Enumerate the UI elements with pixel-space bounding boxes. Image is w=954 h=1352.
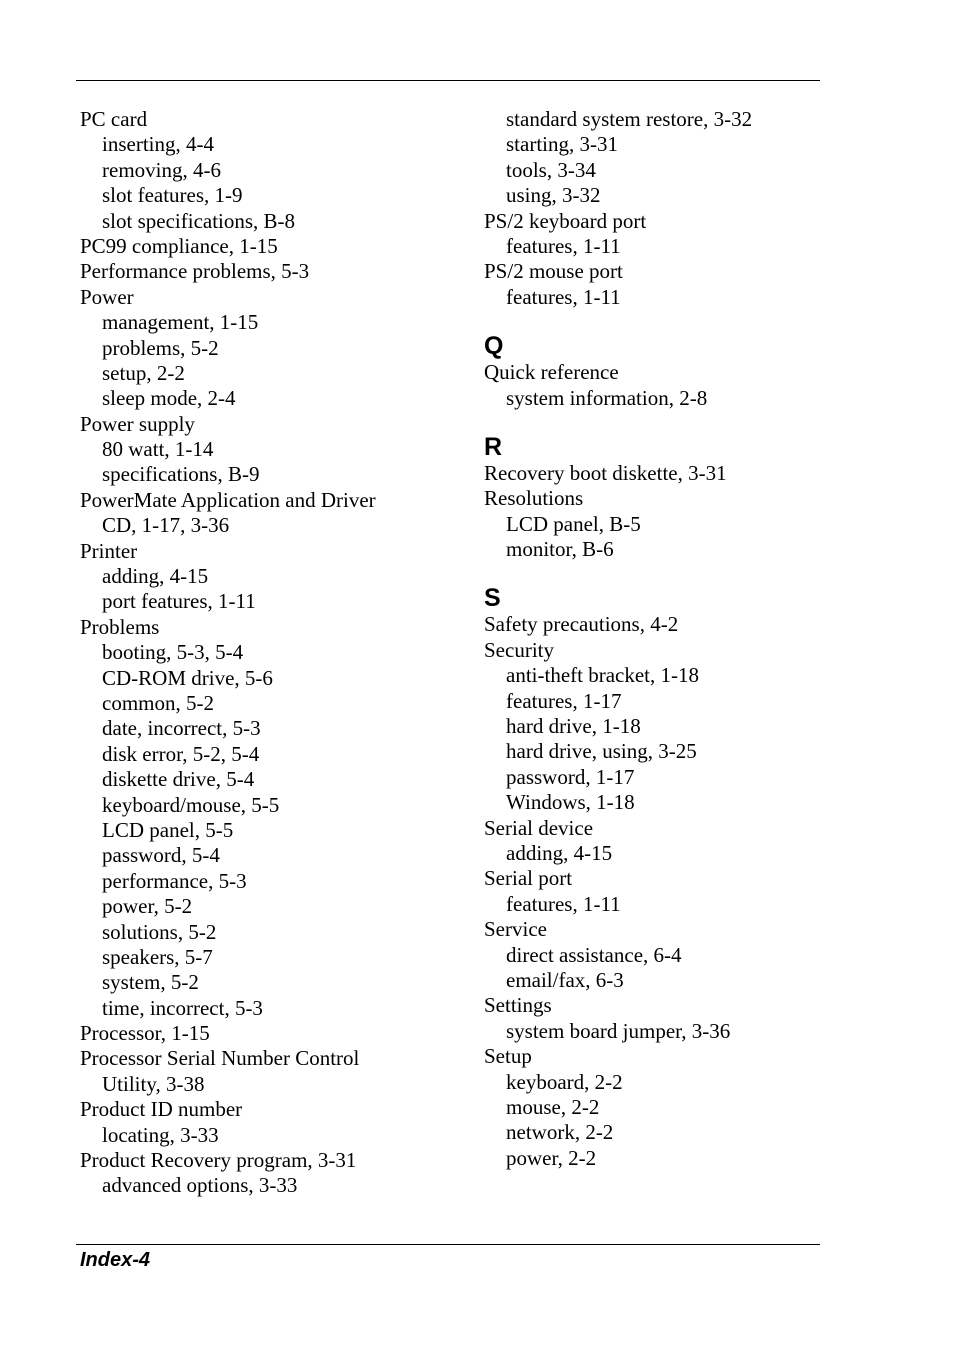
index-entry: Recovery boot diskette, 3-31 <box>484 460 727 485</box>
index-column-right <box>484 107 884 1171</box>
index-entry: PS/2 mouse port <box>484 259 623 284</box>
index-subentry: email/fax, 6-3 <box>506 967 624 992</box>
index-subentry: locating, 3-33 <box>102 1122 219 1147</box>
index-entry: Safety precautions, 4-2 <box>484 612 679 637</box>
index-subentry: LCD panel, B-5 <box>506 511 641 536</box>
index-subentry: hard drive, using, 3-25 <box>506 739 697 764</box>
index-subentry: time, incorrect, 5-3 <box>102 995 263 1020</box>
index-entry: Resolutions <box>484 486 584 511</box>
index-subentry: starting, 3-31 <box>506 132 618 157</box>
index-column-left <box>80 107 480 1199</box>
index-subentry: network, 2-2 <box>506 1120 614 1145</box>
index-entry: Problems <box>80 614 160 639</box>
index-subentry: standard system restore, 3-32 <box>506 107 753 131</box>
index-subentry: disk error, 5-2, 5-4 <box>102 741 260 766</box>
page-number: Index-4 <box>80 1249 151 1271</box>
header-rule <box>76 80 820 81</box>
index-subentry: system, 5-2 <box>102 970 199 995</box>
index-subentry: slot features, 1-9 <box>102 183 243 208</box>
index-subentry: password, 1-17 <box>506 764 635 789</box>
index-subentry: keyboard/mouse, 5-5 <box>102 792 280 817</box>
index-subentry: system information, 2-8 <box>506 385 708 410</box>
index-subentry: mouse, 2-2 <box>506 1094 600 1119</box>
index-subentry: management, 1-15 <box>102 310 259 335</box>
index-entry: Processor Serial Number Control <box>80 1046 360 1071</box>
index-entry: Product Recovery program, 3-31 <box>80 1148 357 1173</box>
index-subentry: slot specifications, B-8 <box>102 208 296 233</box>
index-entry: Security <box>484 637 554 662</box>
index-subentry: LCD panel, 5-5 <box>102 817 234 842</box>
index-subentry: features, 1-17 <box>506 688 622 713</box>
index-subentry: Utility, 3-38 <box>102 1071 205 1096</box>
index-entry: Printer <box>80 538 138 563</box>
index-section-letter: Q <box>484 332 504 361</box>
index-entry: Power <box>80 284 134 309</box>
index-entry: Service <box>484 917 547 942</box>
index-subentry: power, 5-2 <box>102 894 193 919</box>
index-subentry: hard drive, 1-18 <box>506 714 641 739</box>
index-subentry: CD, 1-17, 3-36 <box>102 513 230 538</box>
index-subentry: diskette drive, 5-4 <box>102 767 255 792</box>
index-entry: Performance problems, 5-3 <box>80 259 310 284</box>
index-subentry: speakers, 5-7 <box>102 944 213 969</box>
index-entry: Settings <box>484 993 552 1018</box>
index-subentry: common, 5-2 <box>102 690 214 715</box>
index-entry: Power supply <box>80 411 195 436</box>
index-subentry: performance, 5-3 <box>102 868 247 893</box>
index-subentry: monitor, B-6 <box>506 537 614 562</box>
index-subentry: features, 1-11 <box>506 891 621 916</box>
index-entry: Processor, 1-15 <box>80 1021 210 1046</box>
index-subentry: date, incorrect, 5-3 <box>102 716 261 741</box>
index-entry: PS/2 keyboard port <box>484 208 647 233</box>
index-subentry: advanced options, 3-33 <box>102 1173 298 1198</box>
index-subentry: port features, 1-11 <box>102 589 256 614</box>
index-entry: Product ID number <box>80 1097 243 1122</box>
index-subentry: inserting, 4-4 <box>102 132 214 157</box>
index-subentry: adding, 4-15 <box>102 564 209 589</box>
index-subentry: anti-theft bracket, 1-18 <box>506 663 699 688</box>
index-subentry: system board jumper, 3-36 <box>506 1018 731 1043</box>
index-section-letter: S <box>484 584 501 613</box>
index-subentry: CD-ROM drive, 5-6 <box>102 665 273 690</box>
index-subentry: tools, 3-34 <box>506 157 596 182</box>
index-entry: Serial device <box>484 815 594 840</box>
index-subentry: using, 3-32 <box>506 183 601 208</box>
index-subentry: specifications, B-9 <box>102 462 260 487</box>
index-subentry: sleep mode, 2-4 <box>102 386 236 411</box>
index-subentry: solutions, 5-2 <box>102 919 217 944</box>
footer-rule <box>76 1244 820 1245</box>
index-subentry: removing, 4-6 <box>102 157 221 182</box>
index-subentry: Windows, 1-18 <box>506 790 635 815</box>
index-subentry: direct assistance, 6-4 <box>506 942 682 967</box>
index-subentry: keyboard, 2-2 <box>506 1069 623 1094</box>
index-section-letter: R <box>484 432 503 461</box>
index-subentry: features, 1-11 <box>506 233 621 258</box>
index-subentry: features, 1-11 <box>506 284 621 309</box>
index-entry: PC99 compliance, 1-15 <box>80 233 278 258</box>
index-entry: PowerMate Application and Driver <box>80 487 376 512</box>
index-entry: Quick reference <box>484 360 619 385</box>
index-subentry: problems, 5-2 <box>102 335 219 360</box>
index-entry: PC card <box>80 107 148 131</box>
index-entry: Serial port <box>484 866 573 891</box>
index-subentry: password, 5-4 <box>102 843 220 868</box>
index-subentry: adding, 4-15 <box>506 840 613 865</box>
index-subentry: power, 2-2 <box>506 1145 597 1170</box>
index-subentry: 80 watt, 1-14 <box>102 437 214 462</box>
index-subentry: booting, 5-3, 5-4 <box>102 640 244 665</box>
index-subentry: setup, 2-2 <box>102 360 185 385</box>
index-entry: Setup <box>484 1044 532 1069</box>
